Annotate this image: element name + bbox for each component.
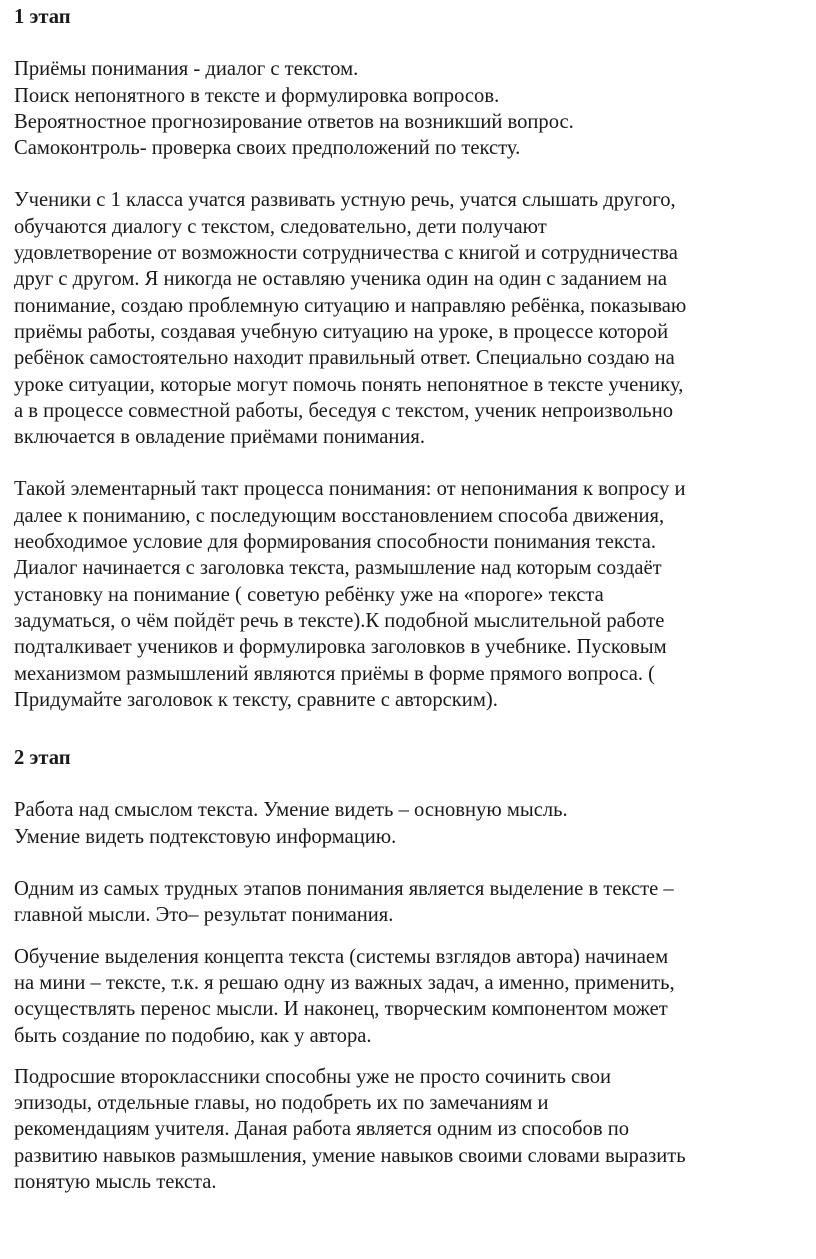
paragraph-line: Обучение выделения концепта текста (системы взглядов автора) начинаем <box>14 945 669 968</box>
paragraph-line: эпизоды, отдельные главы, но подобреть их по замечаниям и <box>14 1092 549 1115</box>
paragraph-line: понимание, создаю проблемную ситуацию и направляю ребёнка, показываю <box>14 294 687 317</box>
stage1-paragraph-2 <box>14 476 814 713</box>
paragraph-line: Одним из самых трудных этапов понимания является выделение в тексте – <box>14 878 674 901</box>
paragraph-line: главной мысли. Это– результат понимания. <box>14 904 394 927</box>
paragraph-line: Придумайте заголовок к тексту, сравните с авторским). <box>14 688 498 711</box>
paragraph-line: Такой элементарный такт процесса понимания: от непонимания к вопросу и <box>14 478 686 501</box>
paragraph-line: удовлетворение от возможности сотрудничества с книгой и сотрудничества <box>14 242 678 265</box>
technique-line: Самоконтроль- проверка своих предположений по тексту. <box>14 137 521 160</box>
paragraph-line: друг с другом. Я никогда не оставляю ученика один на один с заданием на <box>14 268 667 291</box>
stage1-techniques <box>14 56 814 161</box>
paragraph-line: рекомендациям учителя. Даная работа является одним из способов по <box>14 1118 630 1141</box>
paragraph-line: Диалог начинается с заголовка текста, размышление над которым создаёт <box>14 557 662 580</box>
topic-line: Работа над смыслом текста. Умение видеть – основную мысль. <box>14 799 568 822</box>
stage2-paragraph-3 <box>14 1064 814 1195</box>
stage2-heading: 2 этап <box>14 747 71 770</box>
stage1-paragraph-1 <box>14 187 814 450</box>
paragraph-line: задуматься, о чём пойдёт речь в тексте).К подобной мыслительной работе <box>14 609 665 632</box>
stage2-paragraph-1 <box>14 876 814 929</box>
paragraph-line: а в процессе совместной работы, беседуя с текстом, ученик непроизвольно <box>14 399 674 422</box>
document-body <box>14 0 814 1195</box>
paragraph-line: далее к пониманию, с последующим восстановлением способа движения, <box>14 504 665 527</box>
technique-line: Вероятностное прогнозирование ответов на возникший вопрос. <box>14 110 574 133</box>
paragraph-line: Подросшие второклассники способны уже не просто сочинить свои <box>14 1065 612 1088</box>
stage1-heading: 1 этап <box>14 6 71 28</box>
paragraph-line: понятую мысль текста. <box>14 1170 217 1193</box>
paragraph-line: приёмы работы, создавая учебную ситуацию на уроке, в процессе которой <box>14 320 669 343</box>
paragraph-line: ребёнок самостоятельно находит правильный ответ. Специально создаю на <box>14 347 675 370</box>
topic-line: Умение видеть подтекстовую информацию. <box>14 825 397 848</box>
paragraph-line: обучаются диалогу с текстом, следовательно, дети получают <box>14 215 547 238</box>
paragraph-line: развитию навыков размышления, умение навыков своими словами выразить <box>14 1144 686 1167</box>
paragraph-line: осуществлять перенос мысли. И наконец, творческим компонентом может <box>14 998 668 1021</box>
paragraph-line: Ученики с 1 класса учатся развивать устную речь, учатся слышать другого, <box>14 189 676 212</box>
paragraph-line: на мини – тексте, т.к. я решаю одну из важных задач, а именно, применить, <box>14 971 675 994</box>
paragraph-line: механизмом размышлений являются приёмы в форме прямого вопроса. ( <box>14 662 656 685</box>
paragraph-line: подталкивает учеников и формулировка заголовков в учебнике. Пусковым <box>14 636 667 659</box>
paragraph-line: уроке ситуации, которые могут помочь понять непонятное в тексте ученику, <box>14 373 684 396</box>
technique-line: Поиск непонятного в тексте и формулировка вопросов. <box>14 84 500 107</box>
paragraph-line: включается в овладение приёмами понимания. <box>14 426 426 449</box>
technique-line: Приёмы понимания - диалог с текстом. <box>14 58 359 81</box>
paragraph-line: быть создание по подобию, как у автора. <box>14 1024 372 1047</box>
paragraph-line: установку на понимание ( советую ребёнку уже на «пороге» текста <box>14 583 604 606</box>
stage2-paragraph-2 <box>14 944 814 1049</box>
paragraph-line: необходимое условие для формирования способности понимания текста. <box>14 531 657 554</box>
stage2-topics <box>14 797 814 850</box>
